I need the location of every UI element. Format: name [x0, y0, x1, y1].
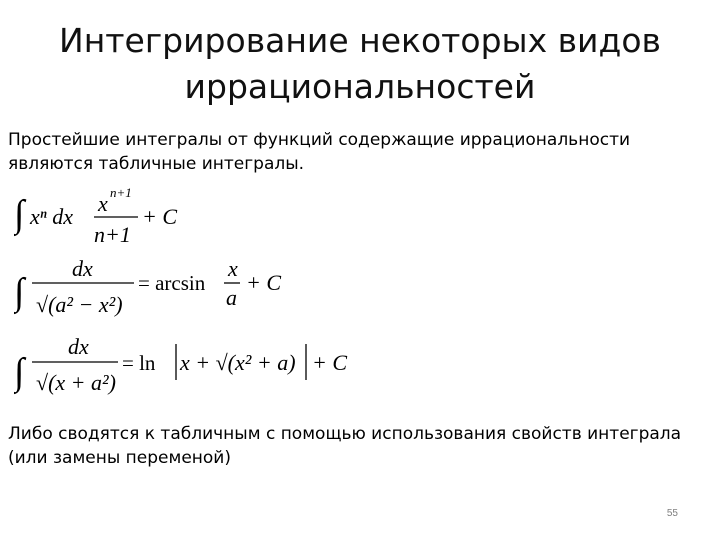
integral-sign: ∫ — [14, 193, 25, 235]
f3-abs-expr: x + √(x² + a) — [180, 350, 296, 375]
f2-result-fn: = arcsin — [138, 271, 206, 295]
formula-1 — [14, 185, 177, 247]
f2-denominator: √(a² − x²) — [36, 292, 123, 317]
formula-svg — [14, 180, 374, 400]
formula-3 — [14, 334, 347, 395]
f1-numerator-base: x — [98, 191, 108, 216]
f3-constant: + C — [312, 350, 348, 375]
outro-paragraph: Либо сводятся к табличным с помощью использования свойств интеграла (или замены переменой) — [8, 424, 682, 468]
f2-constant: + C — [246, 270, 282, 295]
f3-denominator: √(x + a²) — [36, 370, 116, 395]
f2-frac-num: x — [228, 256, 238, 281]
f1-denominator: n+1 — [94, 222, 131, 247]
f1-numerator-exp: n+1 — [110, 185, 132, 200]
slide-title — [20, 18, 700, 110]
page-number: 55 — [666, 508, 678, 519]
f1-integrand: xⁿ dx — [30, 204, 73, 229]
f2-frac-den: a — [226, 285, 237, 310]
f2-numerator: dx — [72, 256, 93, 281]
f3-numerator: dx — [68, 334, 89, 359]
integral-sign: ∫ — [14, 351, 25, 393]
intro-paragraph: Простейшие интегралы от функций содержащие иррациональности являются табличные интегралы. — [8, 130, 631, 174]
formula-block — [14, 180, 374, 405]
integral-sign: ∫ — [14, 271, 25, 313]
formula-2 — [14, 256, 281, 317]
f1-constant: + C — [142, 204, 178, 229]
title-line-1: Интегрирование некоторых видов — [59, 21, 661, 60]
f3-result-fn: = ln — [122, 351, 156, 375]
title-line-2: иррациональностей — [184, 67, 536, 106]
